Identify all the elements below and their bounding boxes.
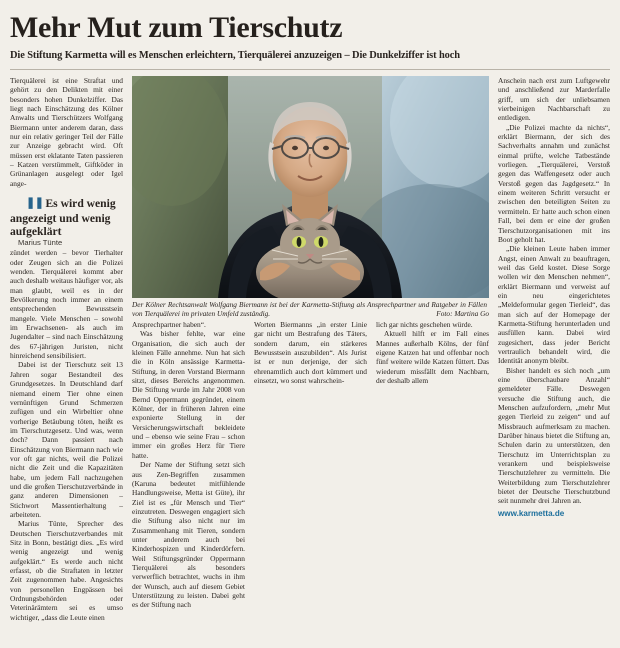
paragraph: „Die kleinen Leute haben immer Angst, einen Anwalt zu beauftragen, weil das Geld kostet. Diese Sorge wollen wir den Menschen nehmen“, erklärt Biermann und verweist auf ein neu eingerichtetes „Meldeformular gegen Tierleid“, das man sich auf der Homepage der Karmetta-Stiftung herunterladen und ausfüllen kann. Dabei wird zugesichert, dass jeder Bericht vertraulich behandelt wird, die Identität anonym bleibt. — [498, 244, 610, 366]
article-photo-block — [132, 76, 489, 319]
photo-man-with-cat — [132, 76, 489, 298]
text-column-1 — [10, 76, 123, 622]
paragraph: Aktuell hilft er im Fall eines Mannes außerhalb Kölns, der fünf eigene Katzen hat und offenbar noch fünf weitere wilde Katzen füttert. Das wiederum missfällt dem Nachbarn, der deshalb allem — [376, 329, 489, 386]
pull-quote-attribution: Marius Tünte — [18, 238, 63, 248]
paragraph: Tierquälerei ist eine Straftat und gehört zu den Delikten mit einer besonders hohen Dunkelziffer. Das liegt nach Einschätzung des Kölner Anwalts und Tierschützers Wolfgang Biermann unter anderem daran, dass nur ein relativ geringer Teil der Fälle zur Anzeige gebracht wird. Oft müssen erst eklatante Taten passieren – Katzen verstümmelt, Giftköder in Grünanlagen ausgelegt oder Igel ange- — [10, 76, 123, 188]
pull-quote-body: Es wird wenig angezeigt und wenig aufgeklärt — [10, 197, 116, 238]
text-column-4 — [376, 320, 489, 385]
page-title: Mehr Mut zum Tierschutz — [10, 11, 343, 44]
paragraph: zündet werden – bevor Tierhalter oder Zeugen sich an die Polizei wenden. Tierquälerei kommt aber auch deshalb weitaus häufiger vor, als man glaubt, weil es in der Bevölkerung noch immer an einem entsprechenden Bewusstsein mangele. Viele Menschen – sowohl im Erwachsenen- als auch im Jugendalter – sind nach Einschätzung des 67-jährigen Juristen, nicht hinreichend sensibilisiert. — [10, 248, 123, 361]
quote-mark-icon: ❚❚ — [26, 197, 44, 210]
photo-illustration — [132, 76, 489, 298]
text-column-5 — [498, 76, 610, 519]
photo-credit: Foto: Martina Go — [436, 308, 489, 318]
paragraph: Dabei ist der Tierschutz seit 13 Jahren sogar Bestandteil des Grundgesetzes. In Deutschland darf niemand einem Tier ohne einen vernünftigen Grund Schmerzen zufügen und ein Wirbeltier ohne vorherige Betäubung töten, heißt es im Tierschutzgesetz. Und was, wenn doch? Dann passiert nach Einschätzung von Biermann nach wie vor oft gar nichts, weil die Polizei nicht die Zeit und die Kapazitäten habe, um jedem Fall nachzugehen und die großen Tierschutzverbände in ganz anderen Dimensionen – Stichwort Massentierhaltung – arbeiteten. — [10, 360, 123, 519]
article-body — [10, 76, 610, 646]
photo-caption-text: Der Kölner Rechtsanwalt Wolfgang Biermann ist bei der Karmetta-Stiftung als Ansprechpartner und Ratgeber in Fällen von Tierquälerei im privaten Umfeld zuständig. — [132, 300, 487, 318]
pull-quote-text — [10, 197, 123, 238]
paragraph: Worten Biermanns „in erster Linie gar nicht um Bestrafung des Täters, sondern darum, ein stärkeres Bewusstsein auszubilden“. Als Jurist ist er nun derjenige, der sich ehrenamtlich auch dort kümmert und einsetzt, wo sonst wahrschein- — [254, 320, 367, 386]
text-column-3 — [254, 320, 367, 385]
paragraph: Der Name der Stiftung setzt sich aus Zen-Begriffen zusammen (Karuna bedeutet mitfühlende Handlungsweise, Metta ist Güte), ihr Ziel ist es „für Mensch und Tier“ einzutreten. Deswegen engagiert sich die Stiftung also nicht nur im Zusammenhang mit Tieren, sondern unter anderem auch bei Kinderhospizen und Kinderdörfern. Weil Stiftungsgründer Oppermann Tierquälerei als besonders verwerflich betrachtet, wuchs in ihm der Wunsch, auch auf diesem Gebiet Unterstützung zu leisten. Dabei geht es der Stiftung nach — [132, 460, 245, 610]
paragraph: lich gar nichts geschehen würde. — [376, 320, 473, 329]
paragraph: Bisher handelt es sich noch „um eine überschaubare Anzahl“ gemeldeter Fälle. Deswegen versuche die Stiftung auch, die Menschen aufzufordern, „mehr Mut gegen Tierleid zu zeigen“ und auf Missbrauch aufmerksam zu machen. Darüber hinaus bietet die Stiftung an, Schulen darin zu unterstützen, den Tierschutz im Unterrichtsplan zu verankern und beispielsweise Tierschutzlehrer zu vermitteln. Die Weiterbildung zum Tierschutzlehrer bietet der Deutsche Tierschutzbund seit nunmehr drei Jahren an. — [498, 365, 610, 506]
paragraph: „Die Polizei machte da nichts“, erklärt Biermann, der sich des Sachverhalts annahm und zunächst einmal prüfte, welche Tatbestände vorliegen. „Tierquälerei, Verstoß gegen das Waffengesetz oder auch Verstoß gegen das Jagdgesetz.“ In einem weiteren Schritt versucht er zwischen den beteiligten Seiten zu vermitteln. Er hatte auch schon einen Fall, bei dem er eine der großen Tierschutzorganisationen mit ins Boot geholt hat. — [498, 122, 610, 244]
paragraph: Was bisher fehlte, war eine Organisation, die sich auch der kleinen Fälle annehme. Nun hat sich die in Köln ansässige Karmetta-Stiftung, in deren Vorstand Biermann sitzt, dieses Bereichs angenommen. Die Stiftung wurde im Jahr 2008 von Bernd Oppermann gegründet, einem Kölner, der in früheren Jahren eine exponierte Stellung in der Versicherungswirtschaft bekleidete und – ebenso wie seine Frau – schon immer ein großes Herz für Tiere hatte. — [132, 329, 245, 460]
text-column-2 — [132, 320, 245, 610]
paragraph: Ansprechpartner haben“. — [132, 320, 206, 329]
pull-quote — [10, 197, 123, 248]
header-divider — [10, 69, 610, 70]
photo-caption — [132, 301, 489, 319]
karmetta-website-link[interactable]: www.karmetta.de — [498, 508, 565, 518]
article-subhead: Die Stiftung Karmetta will es Menschen erleichtern, Tierquälerei anzuzeigen – Die Dunkelziffer ist hoch — [10, 50, 460, 61]
paragraph: Marius Tünte, Sprecher des Deutschen Tierschutzverbandes mit Sitz in Bonn, bestätigt dies. „Es wird wenig angezeigt und wenig aufgeklärt.“ Es werde auch nicht erfasst, ob die Straftaten in letzter Zeit zugenommen habe. Angesichts von personellen Engpässen bei Ordnungsbehörden oder Veterinärämtern sei es umso wichtiger, „dass die Leute einen — [10, 519, 123, 622]
paragraph: Anschein nach erst zum Luftgewehr und anschließend zur Marderfalle griff, um sich der unliebsamen vierbeinigen Nachbarschaft zu entledigen. — [498, 76, 610, 123]
